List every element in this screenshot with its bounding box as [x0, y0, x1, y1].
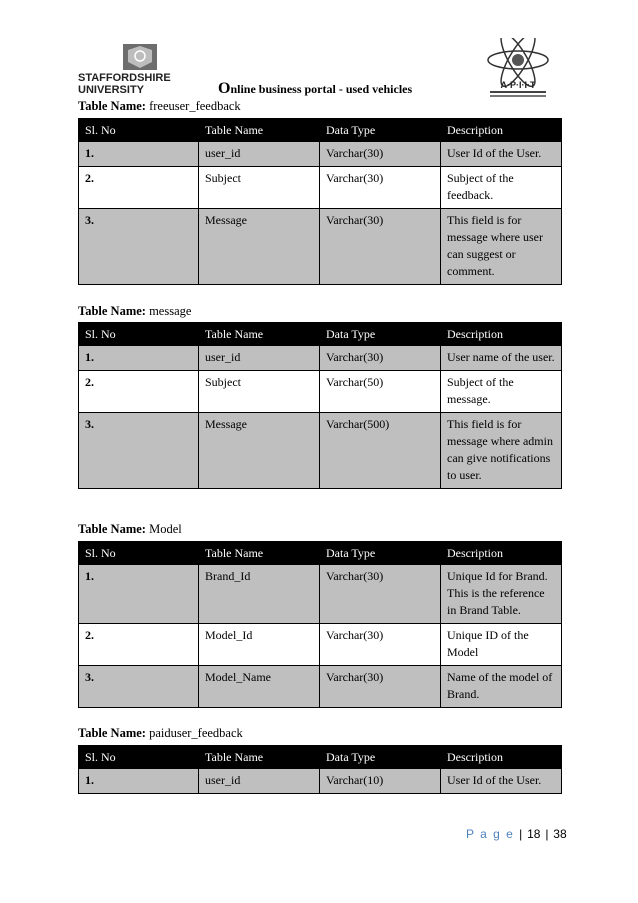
table-cell: user_id	[199, 769, 320, 794]
table-cell: 3.	[79, 209, 199, 285]
table-row	[79, 769, 562, 794]
table-cell: Varchar(10)	[320, 769, 441, 794]
column-header: Sl. No	[79, 323, 199, 346]
table-cell: 1.	[79, 346, 199, 371]
table-cell: 2.	[79, 167, 199, 209]
schema-table-paiduser-feedback	[78, 745, 562, 794]
table-cell: Subject	[199, 167, 320, 209]
table-cell: Varchar(30)	[320, 167, 441, 209]
table-caption: Table Name: freeuser_feedback	[78, 99, 241, 113]
table-cell: User name of the user.	[441, 346, 562, 371]
table-cell: Name of the model of Brand.	[441, 666, 562, 708]
table-cell: Subject	[199, 371, 320, 413]
table-cell: Model_Name	[199, 666, 320, 708]
table-cell: 2.	[79, 371, 199, 413]
total-pages: 38	[553, 827, 567, 841]
table-row	[79, 565, 562, 624]
apiit-logo	[476, 38, 560, 102]
column-header: Data Type	[320, 119, 441, 142]
svg-text:UNIVERSITY: UNIVERSITY	[78, 84, 145, 96]
table-row	[79, 209, 562, 285]
table-row	[79, 167, 562, 209]
table-cell: User Id of the User.	[441, 769, 562, 794]
column-header: Sl. No	[79, 542, 199, 565]
table-cell: Varchar(30)	[320, 624, 441, 666]
table-row	[79, 142, 562, 167]
table-cell: 3.	[79, 413, 199, 489]
column-header: Sl. No	[79, 119, 199, 142]
staffordshire-university-logo	[78, 44, 188, 96]
table-cell: User Id of the User.	[441, 142, 562, 167]
table-cell: Unique ID of the Model	[441, 624, 562, 666]
table-header-row	[79, 119, 562, 142]
table-cell: Varchar(30)	[320, 666, 441, 708]
column-header: Description	[441, 323, 562, 346]
table-row	[79, 346, 562, 371]
table-caption: Table Name: paiduser_feedback	[78, 726, 243, 740]
schema-table-model	[78, 541, 562, 708]
table-cell: 1.	[79, 142, 199, 167]
column-header: Table Name	[199, 542, 320, 565]
table-cell: Varchar(30)	[320, 565, 441, 624]
table-cell: Varchar(30)	[320, 209, 441, 285]
document-title: Online business portal - used vehicles	[218, 80, 413, 97]
table-cell: Message	[199, 209, 320, 285]
svg-text:A·P·I·I·T: A·P·I·I·T	[500, 80, 536, 90]
table-cell: Unique Id for Brand. This is the reference in Brand Table.	[441, 565, 562, 624]
schema-table-freeuser-feedback	[78, 118, 562, 285]
column-header: Table Name	[199, 119, 320, 142]
table-row	[79, 666, 562, 708]
svg-text:STAFFORDSHIRE: STAFFORDSHIRE	[78, 72, 171, 84]
table-header-row	[79, 542, 562, 565]
column-header: Data Type	[320, 542, 441, 565]
table-cell: Varchar(30)	[320, 346, 441, 371]
table-cell: 3.	[79, 666, 199, 708]
table-cell: Subject of the feedback.	[441, 167, 562, 209]
table-cell: 2.	[79, 624, 199, 666]
table-cell: user_id	[199, 346, 320, 371]
table-cell: 1.	[79, 565, 199, 624]
table-caption: Table Name: message	[78, 304, 192, 318]
table-caption: Table Name: Model	[78, 522, 182, 536]
table-cell: This field is for message where user can suggest or comment.	[441, 209, 562, 285]
schema-table-message	[78, 322, 562, 489]
table-cell: Model_Id	[199, 624, 320, 666]
table-cell: Message	[199, 413, 320, 489]
column-header: Description	[441, 746, 562, 769]
column-header: Description	[441, 119, 562, 142]
column-header: Table Name	[199, 323, 320, 346]
column-header: Description	[441, 542, 562, 565]
table-cell: Varchar(500)	[320, 413, 441, 489]
page-number: 18	[527, 827, 541, 841]
page-footer: P a g e | 18 | 38	[466, 827, 567, 841]
table-cell: Brand_Id	[199, 565, 320, 624]
table-header-row	[79, 746, 562, 769]
table-cell: Varchar(30)	[320, 142, 441, 167]
page-word: P a g e	[466, 827, 515, 841]
column-header: Data Type	[320, 323, 441, 346]
table-row	[79, 624, 562, 666]
column-header: Sl. No	[79, 746, 199, 769]
table-cell: user_id	[199, 142, 320, 167]
table-cell: Varchar(50)	[320, 371, 441, 413]
table-header-row	[79, 323, 562, 346]
table-cell: Subject of the message.	[441, 371, 562, 413]
column-header: Table Name	[199, 746, 320, 769]
table-cell: This field is for message where admin can give notifications to user.	[441, 413, 562, 489]
column-header: Data Type	[320, 746, 441, 769]
table-row	[79, 413, 562, 489]
table-row	[79, 371, 562, 413]
table-cell: 1.	[79, 769, 199, 794]
